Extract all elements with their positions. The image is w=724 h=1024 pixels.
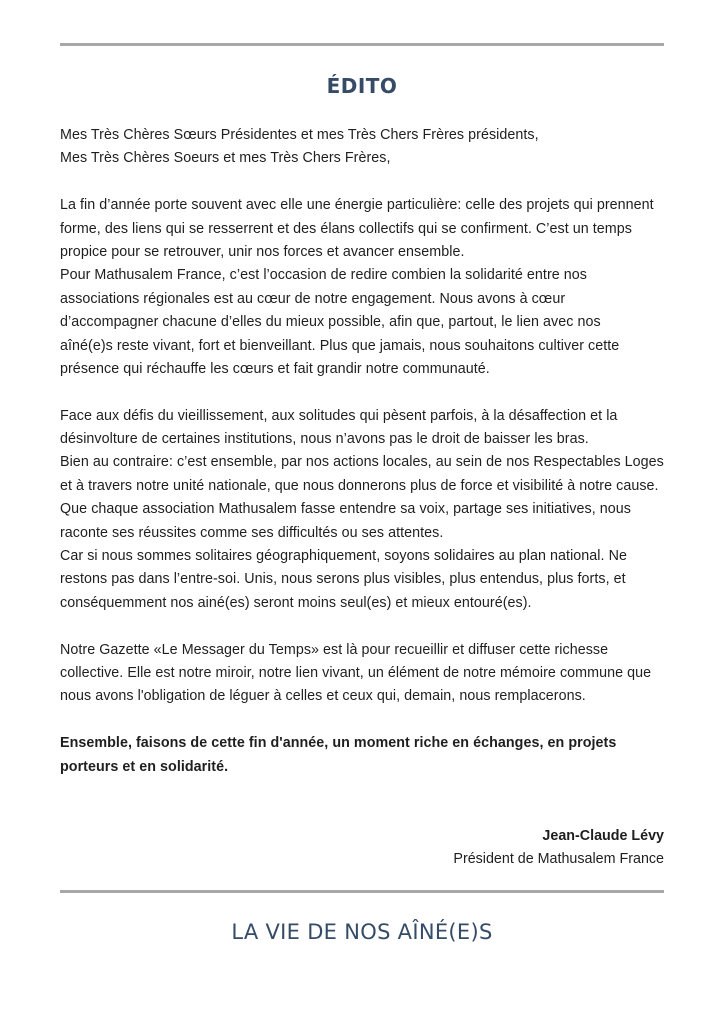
paragraph1-line: forme, des liens qui se resserrent et des élans collectifs qui se confirment. C’est un temps bbox=[60, 220, 632, 237]
paragraph1-line: d’accompagner chacune d’elles du mieux possible, afin que, partout, le lien avec nos bbox=[60, 314, 601, 331]
paragraph-gap bbox=[60, 381, 670, 404]
paragraph2-line: Bien au contraire: c’est ensemble, par nos actions locales, au sein de nos Respectables Loges bbox=[60, 454, 664, 471]
paragraph1-line: associations régionales est au cœur de notre engagement. Nous avons à cœur bbox=[60, 290, 566, 307]
edito-body bbox=[60, 124, 670, 779]
paragraph2-line: restons pas dans l’entre-soi. Unis, nous serons plus visibles, plus entendus, plus forts, et bbox=[60, 571, 626, 588]
paragraph-gap bbox=[60, 709, 670, 732]
paragraph2-line: Car si nous sommes solitaires géographiquement, soyons solidaires au plan national. Ne bbox=[60, 548, 627, 565]
paragraph3-line: nous avons l'obligation de léguer à celles et ceux qui, demain, nous remplacerons. bbox=[60, 688, 586, 705]
paragraph2-line: Que chaque association Mathusalem fasse entendre sa voix, partage ses initiatives, nous bbox=[60, 501, 631, 518]
closing-line: Ensemble, faisons de cette fin d'année, un moment riche en échanges, en projets bbox=[60, 735, 617, 752]
signature-name: Jean-Claude Lévy bbox=[542, 828, 664, 844]
paragraph2-line: conséquemment nos ainé(es) seront moins seul(es) et mieux entouré(es). bbox=[60, 594, 532, 611]
paragraph1-line: aîné(e)s reste vivant, fort et bienveillant. Plus que jamais, nous souhaitons cultiver cette bbox=[60, 337, 620, 354]
bottom-divider bbox=[60, 890, 664, 893]
signature-role: Président de Mathusalem France bbox=[453, 851, 664, 867]
salutation-line: Mes Très Chères Soeurs et mes Très Chers Frères, bbox=[60, 150, 391, 167]
closing-line: porteurs et en solidarité. bbox=[60, 758, 229, 775]
paragraph-gap bbox=[60, 171, 670, 194]
top-divider bbox=[60, 43, 664, 46]
paragraph2-line: Face aux défis du vieillissement, aux solitudes qui pèsent parfois, à la désaffection et la bbox=[60, 407, 618, 424]
next-section-title: LA VIE DE NOS AÎNÉ(E)S bbox=[231, 920, 493, 944]
paragraph3-line: collective. Elle est notre miroir, notre lien vivant, un élément de notre mémoire commune que bbox=[60, 664, 652, 681]
paragraph2-line: et à travers notre unité nationale, que nous donnerons plus de force et visibilité à notre cause. bbox=[60, 477, 659, 494]
paragraph1-line: Pour Mathusalem France, c’est l’occasion de redire combien la solidarité entre nos bbox=[60, 267, 587, 284]
paragraph3-line: Notre Gazette «Le Messager du Temps» est là pour recueillir et diffuser cette richesse bbox=[60, 641, 609, 658]
edito-title: ÉDITO bbox=[326, 74, 398, 98]
paragraph1-line: présence qui réchauffe les cœurs et fait grandir notre communauté. bbox=[60, 360, 490, 377]
paragraph-gap bbox=[60, 615, 670, 638]
paragraph2-line: désinvolture de certaines institutions, nous n’avons pas le droit de baisser les bras. bbox=[60, 431, 589, 448]
salutation-line: Mes Très Chères Sœurs Présidentes et mes Très Chers Frères présidents, bbox=[60, 127, 539, 143]
paragraph1-line: propice pour se retrouver, unir nos forces et avancer ensemble. bbox=[60, 243, 465, 260]
paragraph1-line: La fin d’année porte souvent avec elle une énergie particulière: celle des projets qui prennent bbox=[60, 197, 654, 214]
paragraph2-line: raconte ses réussites comme ses difficultés ou ses attentes. bbox=[60, 524, 444, 541]
